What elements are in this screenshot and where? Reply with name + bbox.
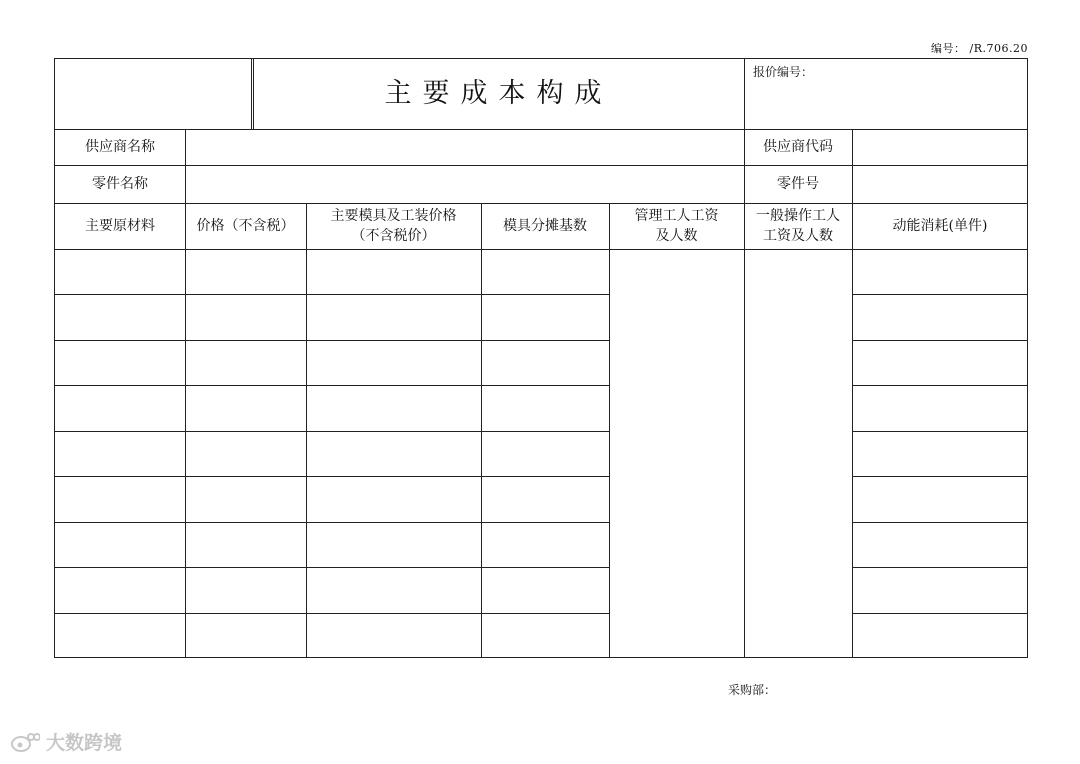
watermark-text: 大数跨境 [46,732,123,754]
table-cell[interactable] [852,249,1028,294]
table-cell[interactable] [185,340,306,385]
table-cell[interactable] [852,522,1028,567]
table-cell[interactable] [852,340,1028,385]
table-cell[interactable] [481,249,609,294]
table-cell[interactable] [481,340,609,385]
table-cell[interactable] [185,522,306,567]
table-cell[interactable] [55,340,185,385]
management-wages-cell[interactable] [609,249,744,658]
table-cell[interactable] [306,522,481,567]
table-cell[interactable] [185,249,306,294]
table-cell[interactable] [185,294,306,339]
form-title: 主要成本构成 [384,78,613,109]
table-cell[interactable] [481,567,609,612]
table-cell[interactable] [852,294,1028,339]
table-cell[interactable] [55,522,185,567]
part-name-label: 零件名称 [92,176,148,192]
table-cell[interactable] [852,567,1028,612]
document-number: 编号： /R.706.20 [931,42,1028,55]
table-cell[interactable] [306,431,481,476]
table-cell[interactable] [55,476,185,521]
table-cell[interactable] [306,249,481,294]
table-cell[interactable] [55,385,185,430]
table-cell[interactable] [55,249,185,294]
table-cell[interactable] [55,431,185,476]
supplier-name-label: 供应商名称 [85,139,155,155]
table-cell[interactable] [185,567,306,612]
part-number-field[interactable] [852,165,1028,203]
col-header-operator-wages: 一般操作工人 工资及人数 [756,208,840,244]
cost-form [54,58,1028,658]
col-header-raw-material: 主要原材料 [85,218,155,234]
table-cell[interactable] [185,431,306,476]
table-cell[interactable] [185,613,306,658]
report-number-label: 报价编号： [753,65,814,79]
col-header-mold-amortization: 模具分摊基数 [503,218,587,234]
table-cell[interactable] [852,613,1028,658]
table-cell[interactable] [481,431,609,476]
operator-wages-cell[interactable] [744,249,852,658]
watermark [10,728,122,755]
col-header-management-wages: 管理工人工资 及人数 [634,208,719,244]
table-cell[interactable] [185,385,306,430]
supplier-code-field[interactable] [852,129,1028,165]
part-name-field[interactable] [185,165,744,203]
col-header-price: 价格（不含税） [196,218,295,234]
table-cell[interactable] [481,613,609,658]
supplier-code-label: 供应商代码 [763,139,833,155]
table-cell[interactable] [55,613,185,658]
table-cell[interactable] [306,340,481,385]
table-cell[interactable] [481,476,609,521]
table-cell[interactable] [306,567,481,612]
table-cell[interactable] [852,431,1028,476]
purchasing-dept-label: 采购部： [728,683,777,697]
table-cell[interactable] [481,385,609,430]
table-cell[interactable] [55,567,185,612]
table-cell[interactable] [852,385,1028,430]
table-cell[interactable] [306,294,481,339]
table-cell[interactable] [852,476,1028,521]
table-cell[interactable] [185,476,306,521]
table-cell[interactable] [306,385,481,430]
table-cell[interactable] [481,294,609,339]
table-cell[interactable] [55,294,185,339]
col-header-tooling-price: 主要模具及工装价格 （不含税价） [330,208,457,244]
table-cell[interactable] [306,613,481,658]
col-header-energy-consumption: 动能消耗(单件) [892,218,988,234]
weibo-logo-icon [10,731,40,753]
table-cell[interactable] [306,476,481,521]
supplier-name-field[interactable] [185,129,744,165]
table-cell[interactable] [481,522,609,567]
part-number-label: 零件号 [777,176,819,192]
